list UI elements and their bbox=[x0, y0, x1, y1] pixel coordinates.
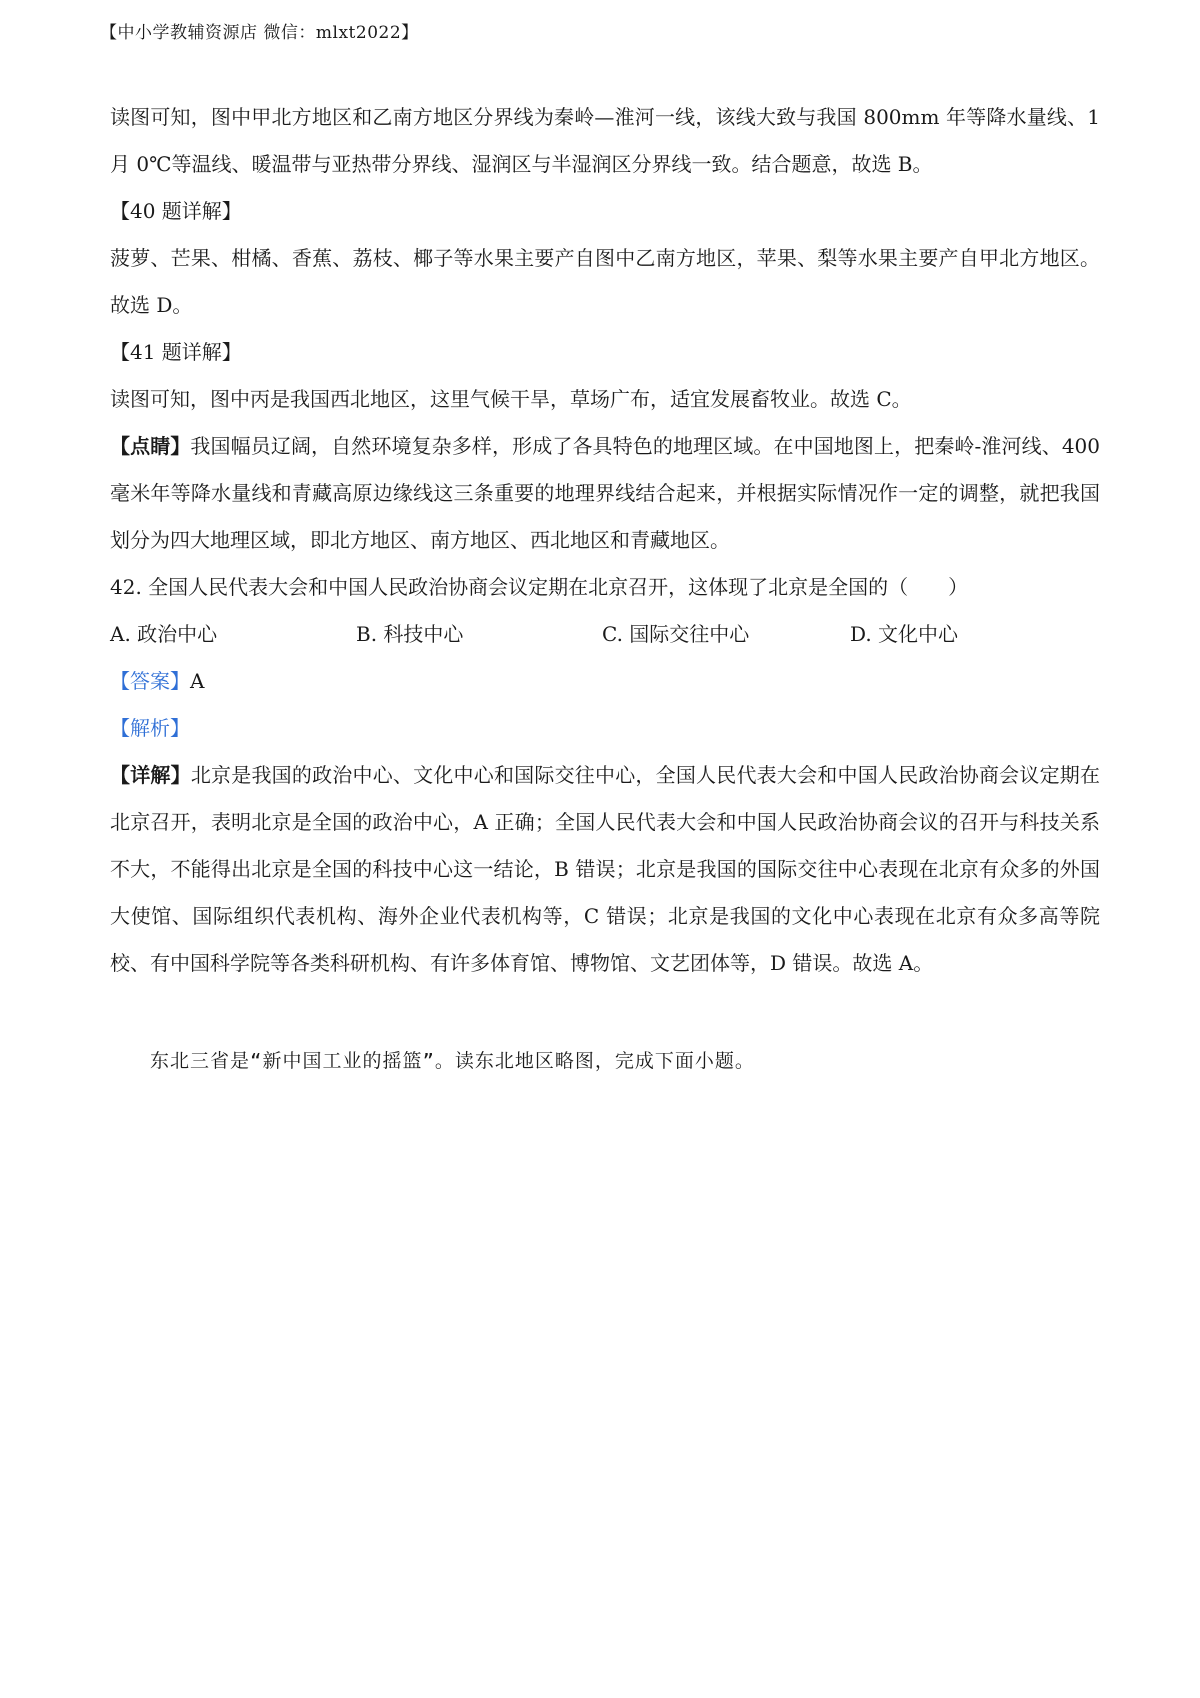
q42-options bbox=[110, 611, 1100, 658]
q42-stem: 42. 全国人民代表大会和中国人民政治协商会议定期在北京召开，这体现了北京是全国的（ ） bbox=[110, 575, 969, 599]
option-a: A. 政治中心 bbox=[110, 622, 218, 646]
q42-detail bbox=[110, 752, 1100, 987]
q41-heading: 【41 题详解】 bbox=[110, 340, 242, 364]
answer-label: 【答案】 bbox=[110, 669, 190, 693]
document-body bbox=[110, 94, 1100, 987]
next-section-intro: 东北三省是“新中国工业的摇篮”。读东北地区略图，完成下面小题。 bbox=[150, 1050, 755, 1072]
q42-answer bbox=[110, 658, 1100, 705]
q40-body: 菠萝、芒果、柑橘、香蕉、荔枝、椰子等水果主要产自图中乙南方地区，苹果、梨等水果主要产自甲北方地区。故选 D。 bbox=[110, 246, 1100, 317]
detail-body: 北京是我国的政治中心、文化中心和国际交往中心，全国人民代表大会和中国人民政治协商会议定期在北京召开，表明北京是全国的政治中心，A 正确；全国人民代表大会和中国人民政治协商会议的召开与科技关系不大，不能得出北京是全国的科技中心这一结论，B 错误；北京是我国的国际交往中心表现在北京有众多的外国大使馆、国际组织代表机构、海外企业代表机构等，C 错误；北京是我国的文化中心表现在北京有众多高等院校、有中国科学院等各类科研机构、有许多体育馆、博物馆、文艺团体等，D 错误。故选 A。 bbox=[110, 763, 1101, 975]
detail-label: 【详解】 bbox=[110, 763, 191, 787]
q39-analysis-paragraph: 读图可知，图中甲北方地区和乙南方地区分界线为秦岭—淮河一线，该线大致与我国 800mm 年等降水量线、1 月 0℃等温线、暖温带与亚热带分界线、湿润区与半湿润区分界线一致。结合题意，故选 B。 bbox=[110, 105, 1100, 176]
option-d: D. 文化中心 bbox=[850, 622, 959, 646]
tip-body: 我国幅员辽阔，自然环境复杂多样，形成了各具特色的地理区域。在中国地图上，把秦岭-淮河线、400 毫米年等降水量线和青藏高原边缘线这三条重要的地理界线结合起来，并根据实际情况作一定的调整，就把我国划分为四大地理区域，即北方地区、南方地区、西北地区和青藏地区。 bbox=[110, 434, 1100, 552]
tip-label: 【点睛】 bbox=[110, 434, 191, 458]
q40-heading: 【40 题详解】 bbox=[110, 199, 242, 223]
answer-value: A bbox=[190, 669, 205, 693]
source-header: 【中小学教辅资源店 微信：mlxt2022】 bbox=[100, 23, 419, 43]
tip-paragraph bbox=[110, 423, 1100, 564]
q41-body: 读图可知，图中丙是我国西北地区，这里气候干旱，草场广布，适宜发展畜牧业。故选 C。 bbox=[110, 387, 912, 411]
option-c: C. 国际交往中心 bbox=[602, 622, 750, 646]
option-b: B. 科技中心 bbox=[356, 622, 464, 646]
analysis-label: 【解析】 bbox=[110, 716, 190, 740]
